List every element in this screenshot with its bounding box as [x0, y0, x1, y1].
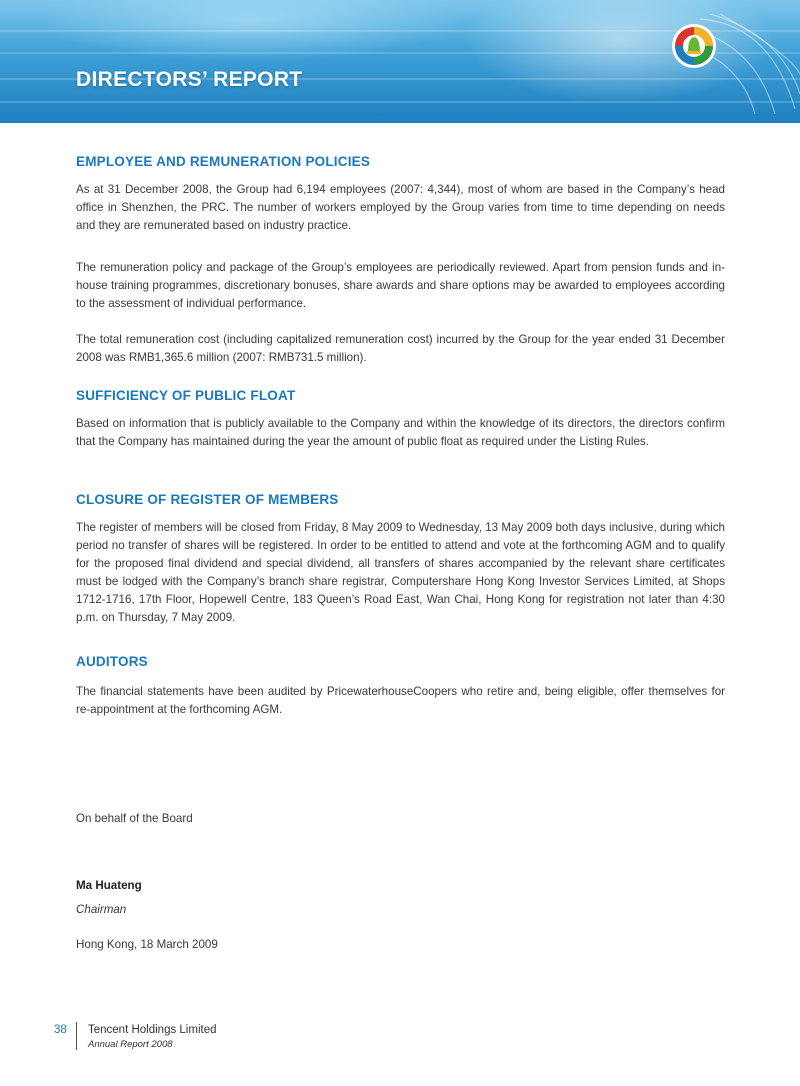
signatory-role: Chairman	[76, 903, 127, 916]
signatory-name: Ma Huateng	[76, 879, 142, 892]
footer-report: Annual Report 2008	[88, 1039, 173, 1050]
place-date: Hong Kong, 18 March 2009	[76, 938, 218, 951]
section-heading: AUDITORS	[76, 654, 148, 669]
section-heading: CLOSURE OF REGISTER OF MEMBERS	[76, 492, 339, 507]
page-title: DIRECTORS’ REPORT	[76, 68, 303, 91]
page-number: 38	[54, 1024, 67, 1036]
behalf-line: On behalf of the Board	[76, 812, 193, 825]
paragraph: Based on information that is publicly available to the Company and within the knowledge of its directors, the directors confirm that the Company has maintained during the year the amount of public float as required under the Listing Rules.	[76, 417, 725, 448]
paragraph: The remuneration policy and package of the Group’s employees are periodically reviewed. Apart from pension funds and in-house training programmes, discretionary bonuses, share awards and share options may be awarded to employees according to the assessment of individual performance.	[76, 261, 725, 310]
footer-company: Tencent Holdings Limited	[88, 1024, 217, 1036]
paragraph: The financial statements have been audited by PricewaterhouseCoopers who retire and, being eligible, offer themselves for re-appointment at the forthcoming AGM.	[76, 685, 725, 716]
section-heading: EMPLOYEE AND REMUNERATION POLICIES	[76, 154, 371, 169]
paragraph: The register of members will be closed from Friday, 8 May 2009 to Wednesday, 13 May 2009 both days inclusive, during which period no transfer of shares will be registered. In order to be entitled to attend and vote at the forthcoming AGM and to qualify for the proposed final dividend and special dividend, all transfers of shares accompanied by the relevant share certificates must be lodged with the Company’s branch share registrar, Computershare Hong Kong Investor Services Limited, at Shops 1712-1716, 17th Floor, Hopewell Centre, 183 Queen’s Road East, Wan Chai, Hong Kong for registration not later than 4:30 p.m. on Thursday, 7 May 2009.	[76, 521, 725, 624]
footer-divider	[76, 1022, 77, 1050]
paragraph: The total remuneration cost (including capitalized remuneration cost) incurred by the Group for the year ended 31 December 2008 was RMB1,365.6 million (2007: RMB731.5 million).	[76, 333, 725, 364]
paragraph: As at 31 December 2008, the Group had 6,194 employees (2007: 4,344), most of whom are based in the Company’s head office in Shenzhen, the PRC. The number of workers employed by the Group varies from time to time depending on needs and they are remunerated based on industry practice.	[76, 183, 725, 232]
section-heading: SUFFICIENCY OF PUBLIC FLOAT	[76, 388, 296, 403]
tencent-logo-icon	[660, 14, 800, 114]
header-banner	[0, 0, 800, 123]
